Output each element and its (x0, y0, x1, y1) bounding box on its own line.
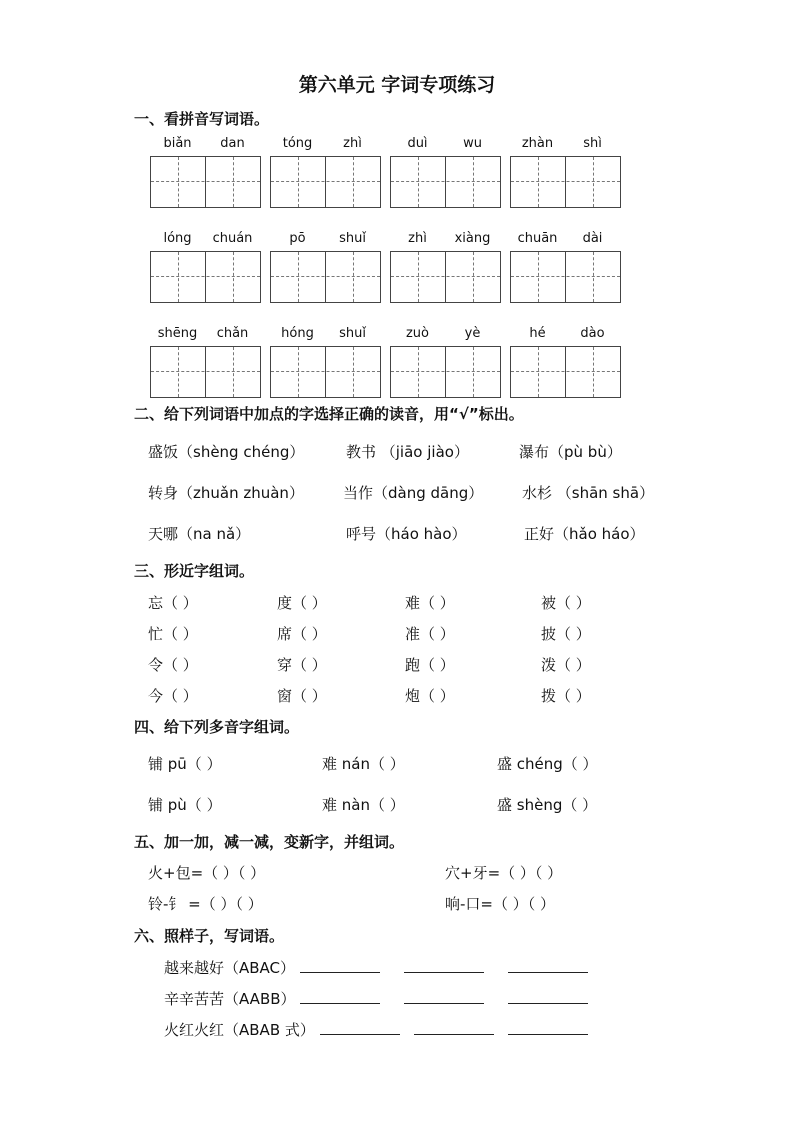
grid-line (178, 157, 179, 207)
grid-line (565, 252, 566, 302)
writing-grid[interactable] (510, 156, 621, 208)
grid-line (473, 347, 474, 397)
pattern-example: 火红火红（ABAB 式） (164, 1021, 315, 1039)
grid-line (538, 252, 539, 302)
pron-item[interactable]: 正好（hǎo háo） (524, 525, 645, 543)
grid-line (325, 252, 326, 302)
pinyin-label: biǎn (163, 136, 192, 151)
grid-line (445, 252, 446, 302)
section-4-heading: 四、给下列多音字组词。 (134, 718, 300, 736)
similar-char-item[interactable]: 跑（ ） (405, 656, 455, 674)
grid-line (271, 276, 380, 277)
grid-line (298, 252, 299, 302)
answer-blank[interactable] (508, 958, 588, 973)
pinyin-label: wu (463, 136, 482, 151)
polyphone-item[interactable]: 铺 pū（ ） (148, 755, 222, 773)
grid-line (418, 252, 419, 302)
grid-line (418, 157, 419, 207)
pinyin-label: shì (583, 136, 602, 151)
grid-line (418, 347, 419, 397)
polyphone-item[interactable]: 铺 pù（ ） (148, 796, 222, 814)
writing-grid[interactable] (510, 251, 621, 303)
pattern-example: 辛辛苦苦（AABB） (164, 990, 296, 1008)
similar-char-item[interactable]: 披（ ） (541, 625, 591, 643)
similar-char-item[interactable]: 今（ ） (148, 687, 198, 705)
pinyin-label: pō (289, 231, 306, 246)
answer-blank[interactable] (414, 1020, 494, 1035)
pinyin-label: yè (464, 326, 481, 341)
grid-line (391, 181, 500, 182)
page-title: 第六单元 字词专项练习 (298, 74, 496, 96)
pattern-row (164, 988, 588, 1009)
section-1-heading: 一、看拼音写词语。 (134, 110, 270, 128)
pinyin-label: shuǐ (339, 231, 366, 246)
pinyin-label: zhì (408, 231, 427, 246)
pron-item[interactable]: 盛饭（shèng chéng） (148, 443, 305, 461)
pron-item[interactable]: 天哪（na nǎ） (148, 525, 251, 543)
grid-line (538, 157, 539, 207)
section-6-heading: 六、照样子，写词语。 (134, 927, 285, 945)
pattern-row (164, 957, 588, 978)
answer-blank[interactable] (320, 1020, 400, 1035)
writing-grid[interactable] (150, 346, 261, 398)
grid-line (538, 347, 539, 397)
answer-blank[interactable] (508, 1020, 588, 1035)
grid-line (233, 347, 234, 397)
grid-line (233, 252, 234, 302)
grid-line (593, 157, 594, 207)
add-subtract-item[interactable]: 火+包=（ ）（ ） (148, 864, 266, 882)
grid-line (353, 252, 354, 302)
writing-grid[interactable] (150, 251, 261, 303)
pinyin-label: chuān (517, 231, 558, 246)
grid-line (511, 371, 620, 372)
pinyin-label: chuán (212, 231, 253, 246)
similar-char-item[interactable]: 穿（ ） (277, 656, 327, 674)
section-5-heading: 五、加一加，减一减，变新字，并组词。 (134, 833, 405, 851)
grid-line (565, 347, 566, 397)
pinyin-label: shēng (157, 326, 198, 341)
writing-grid[interactable] (270, 346, 381, 398)
grid-line (298, 347, 299, 397)
similar-char-item[interactable]: 度（ ） (277, 594, 327, 612)
pron-item[interactable]: 当作（dàng dāng） (343, 484, 484, 502)
similar-char-item[interactable]: 拨（ ） (541, 687, 591, 705)
similar-char-item[interactable]: 准（ ） (405, 625, 455, 643)
pinyin-label: duì (407, 136, 428, 151)
pinyin-label: zuò (405, 326, 430, 341)
grid-line (353, 347, 354, 397)
pinyin-label: hóng (281, 326, 314, 341)
grid-line (205, 252, 206, 302)
grid-line (178, 252, 179, 302)
grid-line (298, 157, 299, 207)
answer-blank[interactable] (404, 958, 484, 973)
pron-item[interactable]: 转身（zhuǎn zhuàn） (148, 484, 304, 502)
add-subtract-item[interactable]: 响-口=（ ）（ ） (445, 895, 556, 913)
grid-line (445, 157, 446, 207)
polyphone-item[interactable]: 盛 chéng（ ） (497, 755, 598, 773)
answer-blank[interactable] (300, 958, 380, 973)
section-2-heading: 二、给下列词语中加点的字选择正确的读音，用“√”标出。 (134, 405, 524, 423)
grid-line (325, 157, 326, 207)
grid-line (473, 157, 474, 207)
grid-line (391, 371, 500, 372)
pron-item[interactable]: 教书 （jiāo jiào） (346, 443, 469, 461)
grid-line (178, 347, 179, 397)
answer-blank[interactable] (508, 989, 588, 1004)
pron-item[interactable]: 呼号（háo hào） (346, 525, 467, 543)
similar-char-item[interactable]: 炮（ ） (405, 687, 455, 705)
grid-line (271, 371, 380, 372)
writing-grid[interactable] (270, 251, 381, 303)
grid-line (593, 252, 594, 302)
pattern-example: 越来越好（ABAC） (164, 959, 296, 977)
grid-line (325, 347, 326, 397)
grid-line (151, 181, 260, 182)
grid-line (151, 276, 260, 277)
add-subtract-item[interactable]: 穴+牙=（ ）（ ） (445, 864, 563, 882)
pinyin-label: shuǐ (339, 326, 366, 341)
add-subtract-item[interactable]: 铃-钅 =（ ）（ ） (148, 895, 263, 913)
grid-line (205, 157, 206, 207)
pinyin-label: zhàn (521, 136, 554, 151)
pinyin-label: chǎn (216, 326, 249, 341)
similar-char-item[interactable]: 令（ ） (148, 656, 198, 674)
writing-grid[interactable] (510, 346, 621, 398)
pinyin-label: dài (582, 231, 603, 246)
answer-blank[interactable] (300, 989, 380, 1004)
section-3-heading: 三、形近字组词。 (134, 562, 255, 580)
similar-char-item[interactable]: 忙（ ） (148, 625, 198, 643)
polyphone-item[interactable]: 难 nán（ ） (322, 755, 405, 773)
polyphone-item[interactable]: 难 nàn（ ） (322, 796, 405, 814)
pinyin-label: dào (580, 326, 605, 341)
writing-grid[interactable] (390, 346, 501, 398)
pron-item[interactable]: 水杉 （shān shā） (522, 484, 655, 502)
similar-char-item[interactable]: 忘（ ） (148, 594, 198, 612)
pinyin-label: zhì (343, 136, 362, 151)
grid-line (151, 371, 260, 372)
grid-line (353, 157, 354, 207)
grid-line (511, 276, 620, 277)
grid-line (205, 347, 206, 397)
similar-char-item[interactable]: 难（ ） (405, 594, 455, 612)
grid-line (565, 157, 566, 207)
pattern-row (164, 1019, 588, 1040)
similar-char-item[interactable]: 席（ ） (277, 625, 327, 643)
grid-line (511, 181, 620, 182)
pron-item[interactable]: 瀑布（pù bù） (519, 443, 622, 461)
writing-grid[interactable] (390, 156, 501, 208)
writing-grid[interactable] (270, 156, 381, 208)
writing-grid[interactable] (390, 251, 501, 303)
pinyin-label: lóng (163, 231, 192, 246)
grid-line (445, 347, 446, 397)
similar-char-item[interactable]: 泼（ ） (541, 656, 591, 674)
similar-char-item[interactable]: 窗（ ） (277, 687, 327, 705)
grid-line (593, 347, 594, 397)
pinyin-label: xiàng (454, 231, 491, 246)
similar-char-item[interactable]: 被（ ） (541, 594, 591, 612)
grid-line (233, 157, 234, 207)
answer-blank[interactable] (404, 989, 484, 1004)
writing-grid[interactable] (150, 156, 261, 208)
grid-line (391, 276, 500, 277)
pinyin-label: hé (529, 326, 546, 341)
pinyin-label: tóng (282, 136, 313, 151)
polyphone-item[interactable]: 盛 shèng（ ） (497, 796, 598, 814)
grid-line (473, 252, 474, 302)
grid-line (271, 181, 380, 182)
pinyin-label: dan (220, 136, 245, 151)
